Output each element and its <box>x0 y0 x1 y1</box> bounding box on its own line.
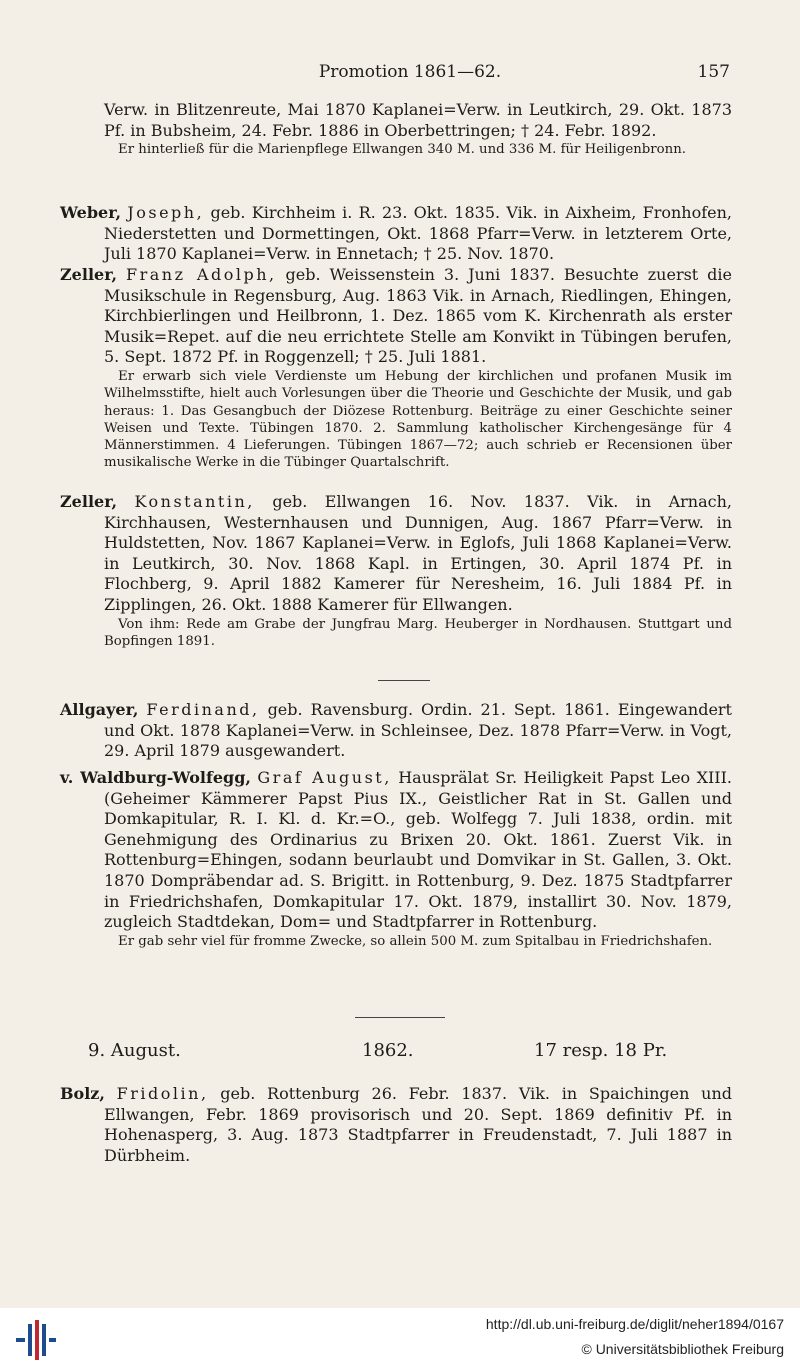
entry-waldburg <box>60 768 732 950</box>
surname: Allgayer, <box>60 700 139 719</box>
biography: geb. Weissenstein 3. Juni 1837. Besuchte zuerst die Musikschule in Regensburg, Aug. 1863 Vik. in Arnach, Riedlingen, Ehingen, Kirchbierlingen und Heilbronn, 1. Dez. 1865 vom K. Kirchenrath als erster Musik=Repet. auf die neu errichtete Stelle am Konvikt in Tübingen berufen, 5. Sept. 1872 Pf. in Roggenzell; † 25. Juli 1881. <box>104 265 732 367</box>
surname: Zeller, <box>60 492 118 511</box>
page-number: 157 <box>697 62 730 82</box>
given-name: Franz Adolph, <box>125 265 277 284</box>
given-name: Fridolin, <box>116 1084 209 1103</box>
surname: Bolz, <box>60 1084 105 1103</box>
page-header <box>90 62 730 86</box>
promotion-year: 1862. <box>362 1040 414 1061</box>
surname: Zeller, <box>60 265 118 284</box>
library-footer <box>0 1308 800 1369</box>
entry-zeller-konstantin <box>60 492 732 650</box>
entry-text <box>60 492 732 616</box>
biography: geb. Ellwangen 16. Nov. 1837. Vik. in Arnach, Kirchhausen, Westernhausen und Dunnigen, Aug. 1867 Pfarr=Verw. in Huldstetten, Nov. 1867 Kaplanei=Verw. in Eglofs, Juli 1868 Kaplanei=Verw. in Leutkirch, 30. Nov. 1868 Kapl. in Ertingen, 30. April 1874 Pf. in Flochberg, 9. April 1882 Kamerer für Neresheim, 16. Juli 1884 Pf. in Zipplingen, 26. Okt. 1888 Kamerer für Ellwangen. <box>104 492 733 614</box>
entry-bolz <box>60 1084 732 1166</box>
section-divider <box>355 1017 445 1018</box>
ub-freiburg-logo-icon <box>16 1320 56 1360</box>
promotion-count: 17 resp. 18 Pr. <box>534 1040 668 1061</box>
given-name: Joseph, <box>127 203 205 222</box>
entry-note: Er gab sehr viel für fromme Zwecke, so allein 500 M. zum Spitalbau in Friedrichshafen. <box>118 933 713 949</box>
entry-text <box>60 700 732 762</box>
promotion-date: 9. August. <box>88 1040 181 1061</box>
entry-text <box>60 1084 732 1166</box>
entry-weber <box>60 203 732 265</box>
biography: geb. Kirchheim i. R. 23. Okt. 1835. Vik. in Aixheim, Fronhofen, Niederstetten und Dormettingen, Okt. 1868 Pfarr=Verw. in letzterem Orte, Juli 1870 Kaplanei=Verw. in Ennetach; † 25. Nov. 1870. <box>104 203 733 264</box>
running-title: Promotion 1861—62. <box>318 62 502 82</box>
promotion-year-line <box>88 1040 688 1064</box>
entry-text: Verw. in Blitzenreute, Mai 1870 Kaplanei=Verw. in Leutkirch, 29. Okt. 1873 Pf. in Bubsheim, 24. Febr. 1886 in Oberbettringen; † 24. Febr. 1892. <box>104 100 732 140</box>
biography: geb. Rottenburg 26. Febr. 1837. Vik. in Spaichingen und Ellwangen, Febr. 1869 provisorisch und 20. Sept. 1869 definitiv Pf. in Hohenasperg, 3. Aug. 1873 Stadtpfarrer in Freudenstadt, 7. Juli 1887 in Dürbheim. <box>104 1084 733 1165</box>
entry-note: Er erwarb sich viele Verdienste um Hebung der kirchlichen und profanen Musik im Wilhelmsstifte, hielt auch Vorlesungen über die Theorie und Geschichte der Musik, und gab heraus: 1. Das Gesangbuch der Diözese Rottenburg. Beiträge zu einer Geschichte seiner Weisen und Texte. Tübingen 1870. 2. Sammlung katholischer Kirchengesänge für 4 Männerstimmen. 4 Lieferungen. Tübingen 1867—72; auch schrieb er Recensionen über musikalische Werke in die Tübinger Quartalschrift. <box>104 368 732 471</box>
surname: Weber, <box>60 203 122 222</box>
copyright-notice: © Universitätsbibliothek Freiburg <box>581 1341 784 1357</box>
surname: v. Waldburg-Wolfegg, <box>60 768 251 787</box>
section-divider <box>378 680 430 681</box>
biography: geb. Ravensburg. Ordin. 21. Sept. 1861. Eingewandert und Okt. 1878 Kaplanei=Verw. in Schleinsee, Dez. 1878 Pfarr=Verw. in Vogt, 29. April 1879 ausgewandert. <box>104 700 732 761</box>
biography: Hausprälat Sr. Heiligkeit Papst Leo XIII. (Geheimer Kämmerer Papst Pius IX., Geistlicher Rat in St. Gallen und Domkapitular, R. I. Kl. d. Kr.=O., geb. Wolfegg 7. Juli 1838, ordin. mit Genehmigung des Ordinarius zu Brixen 20. Okt. 1861. Zuerst Vik. in Rottenburg=Ehingen, sodann beurlaubt und Domvikar in St. Gallen, 3. Okt. 1870 Dompräbendar ad. S. Brigitt. in Rottenburg, 9. Dez. 1875 Stadtpfarrer in Friedrichshafen, Domkapitular 17. Okt. 1879, installirt 30. Nov. 1879, zugleich Stadtdekan, Dom= und Stadtpfarrer in Rottenburg. <box>104 768 733 932</box>
given-name: Ferdinand, <box>146 700 260 719</box>
given-name: Konstantin, <box>134 492 255 511</box>
entry-allgayer <box>60 700 732 762</box>
source-link[interactable]: http://dl.ub.uni-freiburg.de/diglit/neher1894/0167 <box>485 1316 784 1332</box>
entry-continued <box>60 100 732 158</box>
entry-note: Er hinterließ für die Marienpflege Ellwangen 340 M. und 336 M. für Heiligenbronn. <box>118 142 687 158</box>
entry-zeller-franz <box>60 265 732 472</box>
entry-note: Von ihm: Rede am Grabe der Jungfrau Marg. Heuberger in Nordhausen. Stuttgart und Bopfingen 1891. <box>104 616 732 649</box>
entry-text <box>60 265 732 368</box>
given-name: Graf August, <box>257 768 392 787</box>
entry-text <box>60 203 732 265</box>
entry-text <box>60 768 732 933</box>
